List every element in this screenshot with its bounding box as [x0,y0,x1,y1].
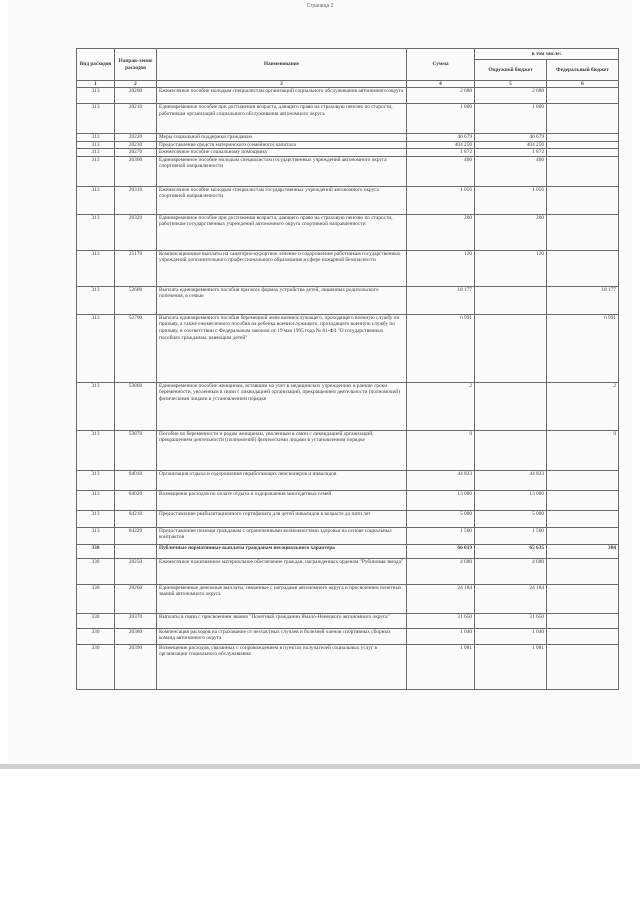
cell-sum: 9 [407,430,475,470]
cell-okr: 200 [475,214,547,250]
cell-vid: 313 [77,88,115,104]
table-row [77,382,619,430]
cell-fed: 6 991 [547,314,619,382]
cell-sum: 404 250 [407,141,475,149]
cell-vid: 313 [77,156,115,186]
cell-vid: 313 [77,382,115,430]
cell-sum: 24 184 [407,584,475,613]
cell-name: Возмещение расходов, связанных с сопровождением в пунктах получателей социальных услуг в организации социального обслуживания [157,644,407,689]
header-napr: Направ-ление расходов [115,49,157,81]
cell-napr: 20320 [115,214,157,250]
cell-vid: 313 [77,104,115,134]
cell-vid: 313 [77,214,115,250]
cell-fed [547,527,619,544]
cell-fed [547,558,619,584]
cell-napr: 20380 [115,628,157,644]
cell-sum: 120 [407,250,475,286]
table-row [77,156,619,186]
cell-name: Возмещение расходов по оплате отдыха и оздоровления многодетных семей [157,490,407,510]
table-row [77,286,619,314]
cell-sum: 1 872 [407,149,475,157]
cell-okr [475,430,547,470]
cell-napr: 53870 [115,430,157,470]
cell-napr: 52600 [115,286,157,314]
cell-fed [547,214,619,250]
cell-napr: 52700 [115,314,157,382]
cell-fed [547,644,619,689]
cell-sum: 1 081 [407,644,475,689]
cell-fed [547,490,619,510]
cell-name: Ежемесячное пособие молодым специалистам государственных учреждений автономного округа спортивной направленности [157,186,407,214]
cell-vid: 330 [77,613,115,628]
cell-name: Выплата единовременного пособия беременной жене военнослужащего, проходящего военную службу по призыву, а также ежемесячного пособия на ребенка военнослужащего, проходящего военную службу по призыву, в соответствии с Федеральным законом от 19 мая 1995 года № 81-ФЗ "О государственных пособиях гражданам, имеющим детей" [157,314,407,382]
cell-fed [547,156,619,186]
cell-sum: 2 [407,382,475,430]
cell-napr: 20200 [115,88,157,104]
cell-name: Ежемесячное пособие социальному помощнику [157,149,407,157]
cell-name: Публичные нормативные выплаты гражданам несоциального характера [157,544,407,558]
cell-sum: 2 688 [407,88,475,104]
table-row [77,628,619,644]
scan-bottom-band [0,764,640,769]
cell-vid: 313 [77,134,115,142]
cell-sum: 1 500 [407,527,475,544]
cell-vid: 313 [77,314,115,382]
header-vid: Вид расходов [77,49,115,81]
cell-napr: 84010 [115,470,157,490]
cell-okr: 1 081 [475,644,547,689]
cell-fed [547,134,619,142]
cell-fed [547,510,619,527]
cell-sum: 6 991 [407,314,475,382]
cell-okr: 1 872 [475,149,547,157]
cell-sum: 66 019 [407,544,475,558]
cell-sum: 200 [407,214,475,250]
table-row [77,104,619,134]
cell-vid: 330 [77,628,115,644]
cell-napr: 53860 [115,382,157,430]
cell-vid: 313 [77,286,115,314]
cell-fed: 2 [547,382,619,430]
table-row [77,527,619,544]
cell-fed [547,104,619,134]
cell-napr: 20310 [115,186,157,214]
cell-okr: 120 [475,250,547,286]
cell-okr: 44 823 [475,470,547,490]
table-row [77,510,619,527]
header-including: в том числе: [475,49,619,60]
cell-okr: 404 250 [475,141,547,149]
cell-fed [547,613,619,628]
cell-napr: 20250 [115,558,157,584]
cell-fed [547,149,619,157]
cell-vid: 313 [77,527,115,544]
cell-okr: 1 500 [475,527,547,544]
cell-vid: 313 [77,250,115,286]
cell-okr: 40 679 [475,134,547,142]
cell-name: Компенсация расходов на страхование от несчастных случаев и болезней членов спортивных сборных команд автономного округа [157,628,407,644]
cell-napr: 84220 [115,527,157,544]
cell-fed [547,250,619,286]
table-body [77,81,619,690]
cell-name: Предоставление средств материнского (семейного) капитала [157,141,407,149]
cell-okr [475,382,547,430]
cell-sum: 31 650 [407,613,475,628]
cell-name: Единовременное пособие при достижении возраста, дающего право на страховую пенсию по старости, работникам государственных учреждений автономного округа спортивной направленности [157,214,407,250]
cell-fed [547,628,619,644]
cell-vid: 313 [77,510,115,527]
table-row [77,470,619,490]
cell-napr: 20230 [115,141,157,149]
table-row [77,558,619,584]
cell-name: Единовременное пособие женщинам, вставшим на учет в медицинских учреждениях в ранние сроки беременности, уволенным в связи с ликвидацией организаций, прекращением деятельности (полномочий) физическими лицами в установленном порядке [157,382,407,430]
table-row [77,141,619,149]
col-number: 2 [115,81,157,88]
cell-okr: 65 635 [475,544,547,558]
cell-sum: 400 [407,156,475,186]
cell-name: Выплаты в связи с присвоением звания "Почетный гражданин Ямало-Ненецкого автономного округа" [157,613,407,628]
cell-fed: 384 [547,544,619,558]
cell-napr [115,544,157,558]
cell-fed [547,88,619,104]
cell-vid: 313 [77,149,115,157]
cell-okr [475,314,547,382]
cell-name: Предоставление реабилитационного сертификата для детей инвалидов в возрасте до пяти лет [157,510,407,527]
table-row [77,149,619,157]
cell-okr: 24 184 [475,584,547,613]
table-row [77,186,619,214]
cell-name: Единовременные денежные выплаты, связанные с наградами автономного округа и присвоением почетных званий автономного округа [157,584,407,613]
cell-okr: 1 056 [475,186,547,214]
cell-napr: 20220 [115,134,157,142]
cell-name: Ежемесячное пожизненное материальное обеспечение граждан, награжденных орденом "Рубиновая звезда" [157,558,407,584]
cell-fed [547,470,619,490]
cell-napr: 20390 [115,644,157,689]
table-row [77,584,619,613]
document-page [8,0,632,764]
cell-napr: 84020 [115,490,157,510]
page-header: Страница 2 [306,3,334,9]
cell-napr: 25170 [115,250,157,286]
cell-sum: 1 056 [407,186,475,214]
cell-okr: 1 800 [475,104,547,134]
table-row [77,644,619,689]
table-row [77,250,619,286]
table-row [77,214,619,250]
cell-name: Организация отдыха и оздоровления неработающих пенсионеров и инвалидов [157,470,407,490]
header-sum: Сумма [407,49,475,81]
cell-sum: 40 679 [407,134,475,142]
cell-fed [547,141,619,149]
cell-napr: 84210 [115,510,157,527]
column-numbers-row [77,81,619,88]
cell-sum: 5 000 [407,510,475,527]
cell-sum: 4 680 [407,558,475,584]
cell-okr: 4 680 [475,558,547,584]
cell-vid: 313 [77,186,115,214]
cell-okr: 5 000 [475,510,547,527]
cell-okr: 1 040 [475,628,547,644]
cell-sum: 18 177 [407,286,475,314]
cell-sum: 1 800 [407,104,475,134]
table-row [77,314,619,382]
table-row [77,430,619,470]
header-okr: Окружной бюджет [475,60,547,81]
cell-fed: 18 177 [547,286,619,314]
table-row [77,613,619,628]
col-number: 3 [157,81,407,88]
budget-table [76,48,619,690]
table-row [77,544,619,558]
table-row [77,490,619,510]
cell-name: Выплата единовременного пособия при всех формах устройства детей, лишенных родительского попечения, в семью [157,286,407,314]
cell-fed [547,186,619,214]
cell-vid: 313 [77,430,115,470]
cell-okr: 400 [475,156,547,186]
cell-okr: 31 650 [475,613,547,628]
cell-name: Меры социальной поддержки гражданам [157,134,407,142]
cell-okr [475,286,547,314]
cell-sum: 13 000 [407,490,475,510]
col-number: 1 [77,81,115,88]
cell-vid: 330 [77,644,115,689]
cell-okr: 2 688 [475,88,547,104]
col-number: 5 [475,81,547,88]
cell-fed [547,584,619,613]
cell-name: Единовременное пособие молодым специалистам государственных учреждений автономного округа спортивной направленности [157,156,407,186]
cell-napr: 20300 [115,156,157,186]
cell-vid: 313 [77,470,115,490]
col-number: 6 [547,81,619,88]
cell-name: Компенсационные выплаты на санаторно-курортное лечение и оздоровление работникам государственных учреждений дополнительного профессионального образования в сфере пожарной безопасности [157,250,407,286]
cell-vid: 313 [77,141,115,149]
cell-name: Единовременное пособие при достижении возраста, дающего право на страховую пенсию по старости, работникам организаций социального обслуживания автономного округа [157,104,407,134]
col-number: 4 [407,81,475,88]
cell-vid: 330 [77,544,115,558]
cell-sum: 44 823 [407,470,475,490]
cell-okr: 13 000 [475,490,547,510]
table-row [77,88,619,104]
table-row [77,134,619,142]
cell-vid: 330 [77,584,115,613]
cell-vid: 330 [77,558,115,584]
cell-napr: 20210 [115,104,157,134]
header-name: Наименование [157,49,407,81]
cell-napr: 20260 [115,584,157,613]
cell-napr: 20370 [115,613,157,628]
header-fed: Федеральный бюджет [547,60,619,81]
cell-fed: 9 [547,430,619,470]
cell-sum: 1 040 [407,628,475,644]
cell-name: Предоставление помощи гражданам с ограниченными возможностями здоровья на основе социальных контрактов [157,527,407,544]
cell-name: Пособие по беременности и родам женщинам, уволенным в связи с ликвидацией организаций, прекращением деятельности (полномочий) физическими лицами в установленном порядке [157,430,407,470]
cell-vid: 313 [77,490,115,510]
cell-name: Ежемесячное пособие молодым специалистам организаций социального обслуживания автономного округа [157,88,407,104]
cell-napr: 20270 [115,149,157,157]
